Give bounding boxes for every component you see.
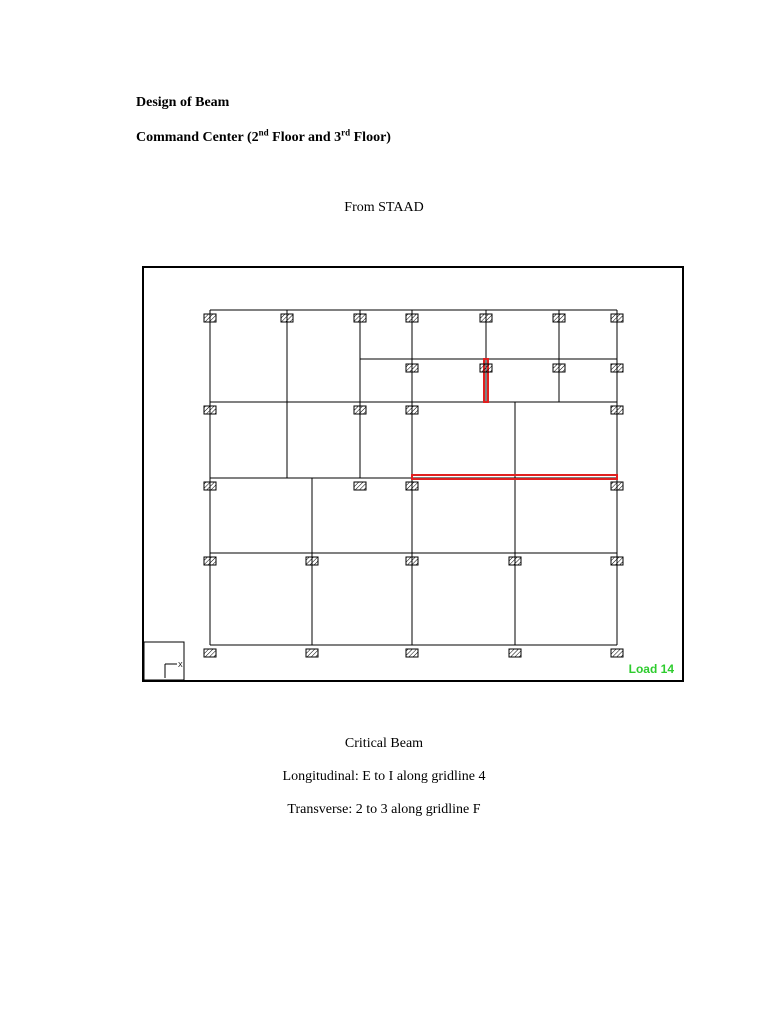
column-support-symbol [480,364,492,372]
caption-longitudinal: Longitudinal: E to I along gridline 4 [282,769,486,784]
axis-x-label: X [178,662,183,669]
column-support-symbol [611,649,623,657]
column-support-symbol [204,649,216,657]
column-support-symbol [354,314,366,322]
beam-lines [210,310,617,645]
column-support-symbol [204,557,216,565]
column-support-symbol [611,406,623,414]
column-support-symbol [509,649,521,657]
staad-floor-plan [144,268,682,680]
column-support-symbol [354,482,366,490]
column-support-symbol [204,482,216,490]
column-support-symbol [354,406,366,414]
source-label: From STAAD [344,200,424,215]
column-support-symbol [406,557,418,565]
column-support-symbol [406,406,418,414]
column-support-symbol [553,364,565,372]
load-case-label: Load 14 [628,662,674,676]
column-support-symbol [611,314,623,322]
staad-model-figure [142,266,684,682]
column-support-symbol [306,557,318,565]
axis-box [144,642,184,680]
column-support-symbol [611,557,623,565]
document-title: Design of Beam [136,95,230,110]
column-support-symbol [406,314,418,322]
column-support-symbol [480,314,492,322]
column-support-symbol [406,482,418,490]
column-support-symbol [306,649,318,657]
document-subtitle: Command Center (2nd Floor and 3rd Floor) [136,127,391,145]
axis-indicator [144,642,184,680]
column-support-symbol [204,406,216,414]
column-support-symbol [553,314,565,322]
column-support-symbol [611,482,623,490]
column-support-symbol [406,364,418,372]
column-support-symbol [406,649,418,657]
column-support-symbol [611,364,623,372]
caption-transverse: Transverse: 2 to 3 along gridline F [287,802,481,817]
caption-title: Critical Beam [344,736,424,751]
column-support-symbol [204,314,216,322]
column-supports [204,314,623,657]
column-support-symbol [281,314,293,322]
column-support-symbol [509,557,521,565]
